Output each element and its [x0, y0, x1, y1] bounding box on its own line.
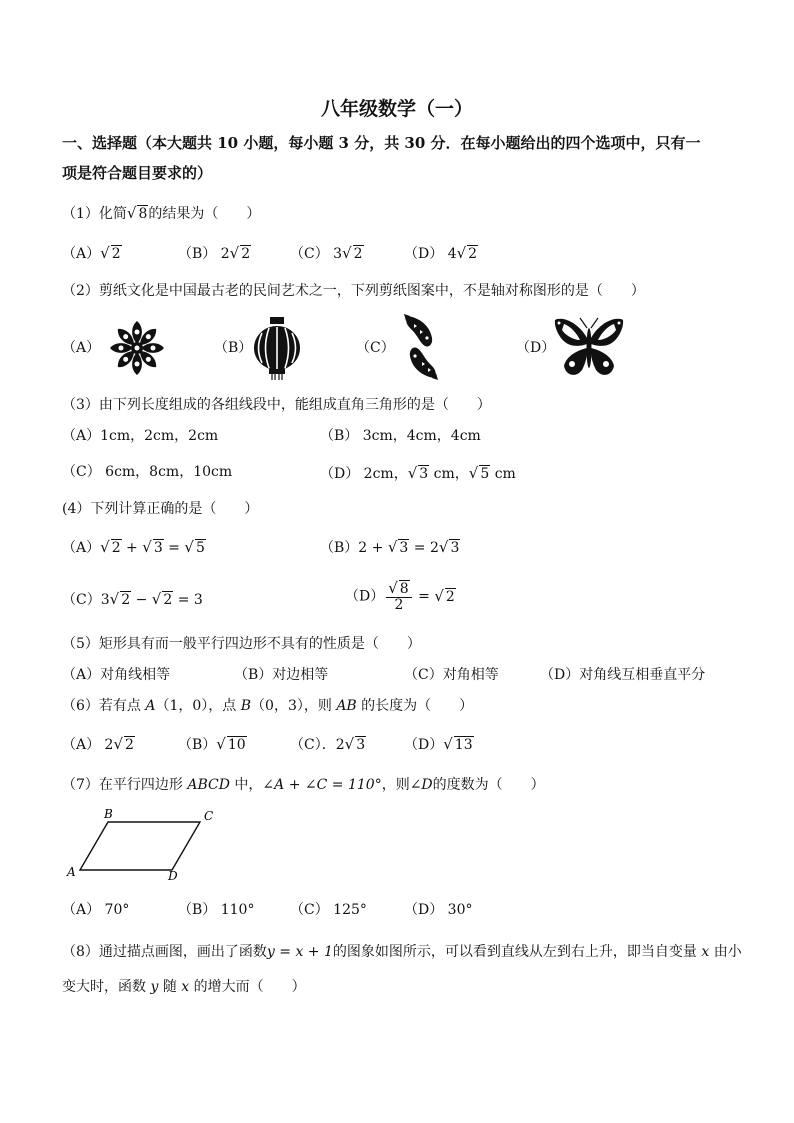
question-5-option-a[interactable]: （A）对角线相等 — [62, 667, 171, 683]
question-5-option-b[interactable]: （B）对边相等 — [234, 667, 329, 683]
question-3-option-d[interactable]: （D） 2cm，√ 3 cm，√ 5 cm — [320, 464, 516, 482]
question-2-option-a-label[interactable]: （A） — [62, 340, 101, 356]
question-7-option-a[interactable]: （A） 70° — [62, 902, 130, 918]
question-2-option-b-label[interactable]: （B） — [214, 340, 253, 356]
vertex-label-d: D — [168, 869, 178, 882]
koi-fish-papercut-icon — [396, 312, 446, 382]
question-8-stem-line2: 变大时，函数 y 随 x 的增大而（ ） — [62, 979, 306, 995]
question-3-option-a[interactable]: （A）1cm，2cm，2cm — [62, 428, 219, 444]
question-5-stem: （5）矩形具有而一般平行四边形不具有的性质是（ ） — [62, 636, 421, 652]
question-7-stem: （7）在平行四边形 ABCD 中，∠A + ∠C = 110°，则∠D的度数为（ ） — [62, 777, 545, 793]
butterfly-papercut-icon — [552, 314, 626, 380]
question-6-option-c[interactable]: （C）．2√ 3 — [290, 735, 366, 753]
question-4-option-d[interactable]: （D） $\frac{√ 8}{2}$ = √ 2 — [345, 579, 455, 614]
question-1-option-b[interactable]: （B） 2√ 2 — [178, 244, 251, 262]
question-3-option-c[interactable]: （C） 6cm，8cm，10cm — [62, 464, 233, 480]
question-7-option-b[interactable]: （B） 110° — [178, 902, 255, 918]
question-4-option-b[interactable]: （B）2 + √ 3 = 2√ 3 — [320, 538, 460, 556]
parallelogram-figure — [62, 806, 222, 882]
question-6-option-d[interactable]: （D）√ 13 — [404, 735, 473, 753]
question-4-option-c[interactable]: （C）3√ 2 − √ 2 = 3 — [62, 590, 203, 608]
question-2-stem: （2）剪纸文化是中国最古老的民间艺术之一，下列剪纸图案中，不是轴对称图形的是（ ） — [62, 283, 645, 299]
question-6-option-b[interactable]: （B）√ 10 — [178, 735, 246, 753]
question-6-stem: （6）若有点 A（1，0），点 B（0，3），则 AB 的长度为（ ） — [62, 698, 474, 714]
fraction: $\frac{√ 8}{2}$ — [386, 580, 411, 614]
question-1-stem: （1）化简√ 8的结果为（ ） — [62, 204, 261, 222]
question-7-option-d[interactable]: （D） 30° — [404, 902, 473, 918]
question-8-stem-line1: （8）通过描点画图，画出了函数y = x + 1的图象如图所示，可以看到直线从左到右上升，即当自变量 x 由小 — [62, 944, 742, 960]
question-7-option-c[interactable]: （C） 125° — [290, 902, 367, 918]
question-2-option-c-label[interactable]: （C） — [356, 340, 395, 356]
question-1-option-c[interactable]: （C） 3√ 2 — [290, 244, 363, 262]
lantern-papercut-icon — [252, 315, 302, 381]
flower-papercut-icon — [104, 318, 170, 378]
question-2-option-d-label[interactable]: （D） — [516, 340, 556, 356]
parallelogram-shape — [80, 822, 200, 870]
question-6-option-a[interactable]: （A） 2√ 2 — [62, 735, 134, 753]
question-5-option-c[interactable]: （C）对角相等 — [404, 667, 499, 683]
vertex-label-b: B — [104, 807, 113, 821]
question-4-stem: (4）下列计算正确的是（ ） — [62, 501, 259, 517]
page-title: 八年级数学（一） — [320, 98, 473, 120]
question-3-option-b[interactable]: （B） 3cm，4cm，4cm — [320, 428, 481, 444]
question-5-option-d[interactable]: （D）对角线互相垂直平分 — [540, 667, 706, 683]
section-heading-line1: 一、选择题（本大题共 10 小题，每小题 3 分，共 30 分．在每小题给出的四个选项中，只有一 — [62, 134, 701, 152]
question-3-stem: （3）由下列长度组成的各组线段中，能组成直角三角形的是（ ） — [62, 397, 491, 413]
question-1-option-d[interactable]: （D） 4√ 2 — [404, 244, 478, 262]
section-heading-line2: 项是符合题目要求的） — [62, 164, 213, 182]
question-1-option-a[interactable]: （A）√ 2 — [62, 244, 121, 262]
vertex-label-a: A — [67, 865, 76, 879]
question-4-option-a[interactable]: （A）√ 2 + √ 3 = √ 5 — [62, 538, 205, 556]
vertex-label-c: C — [204, 809, 214, 823]
